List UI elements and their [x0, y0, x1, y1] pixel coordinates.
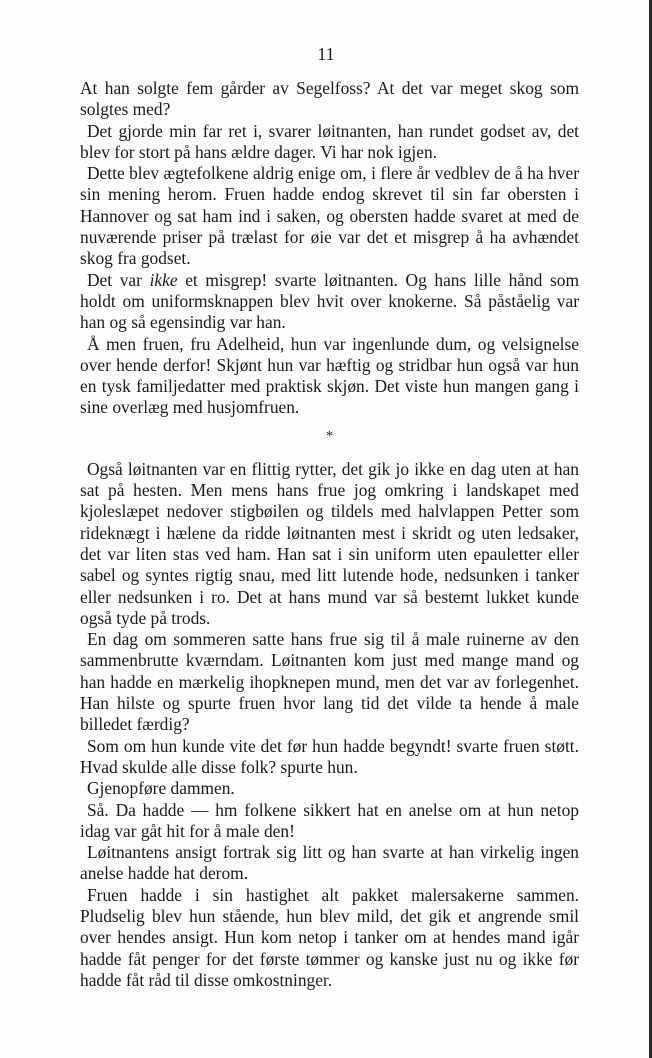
paragraph: Dette blev ægtefolkene aldrig enige om, i flere år vedblev de å ha hver sin mening herom. Fruen hadde endog skrevet til sin far obersten i Hannover og sat ham ind i saken, og obersten hadde svaret at med de nuværende priser på trælast for øie var det et misgrep å ha avhændet skog fra godset.: [80, 163, 579, 269]
emphasized-word: ikke: [149, 269, 178, 290]
paragraph: At han solgte fem gårder av Segelfoss? At det var meget skog som solgtes med?: [80, 78, 579, 120]
text-run: Det var: [87, 269, 150, 290]
paragraph: Som om hun kunde vite det før hun hadde begyndt! svarte fruen støtt. Hvad skulde alle disse folk? spurte hun.: [80, 735, 579, 777]
paragraph: Så. Da hadde — hm folkene sikkert hat en anelse om at hun netop idag var gåt hit for å male den!: [80, 799, 579, 841]
page-number: 11: [317, 44, 335, 64]
paragraph: En dag om sommeren satte hans frue sig til å male ruinerne av den sammenbrutte kværndam. Løitnanten kom just med mange mand og han hadde en mærkelig ihopknepen mund, men det var av forlegenhet. Han hilste og spurte fruen hvor lang tid det vilde ta hende å male billedet færdig?: [80, 629, 579, 735]
paragraph: Fruen hadde i sin hastighet alt pakket malersakerne sammen. Pludselig blev hun stående, hun blev mild, det gik et angrende smil over hendes ansigt. Hun kom netop i tanker om at hendes mand igår hadde fåt penger for det første tømmer og kanske just nu og ikke før hadde fåt råd til disse omkostninger.: [80, 884, 579, 990]
body-text: [80, 78, 579, 991]
paragraph: Det gjorde min far ret i, svarer løitnanten, han rundet godset av, det blev for stort på hans ældre dager. Vi har nok igjen.: [80, 120, 579, 162]
paragraph: Også løitnanten var en flittig rytter, det gik jo ikke en dag uten at han sat på hesten. Men mens hans frue jog omkring i landskapet med kjoleslæpet nedover stigbøilen og tildels med halvlappen Petter som rideknægt i hælene da ridde løitnanten mest i skridt og uten ledsaker, det var liten stas ved ham. Han sat i sin uniform uten epauletter eller sabel og syntes rigtig snau, med litt lutende hode, nedsunken i tanker eller nedsunken i ro. Det at hans mund var så bestemt lukket kunde også tyde på trods.: [80, 458, 579, 628]
paragraph: Løitnantens ansigt fortrak sig litt og han svarte at han virkelig ingen anelse hadde hat derom.: [80, 842, 579, 884]
paragraph: Å men fruen, fru Adelheid, hun var ingenlunde dum, og velsignelse over hende derfor! Skjønt hun var hæftig og stridbar hun også var hun en tysk familjedatter med praktisk skjøn. Det viste hun mangen gang i sine overlæg med husjomfruen.: [80, 333, 579, 418]
text-run: et misgrep! svarte løitnanten. Og hans lille hånd som holdt om uniformsknappen blev hvit over knokerne. Så påståelig var han og så egensindig var han.: [80, 269, 579, 333]
paragraph: Gjenopføre dammen.: [87, 778, 235, 799]
section-divider: *: [326, 428, 333, 444]
paragraph: [80, 270, 579, 334]
